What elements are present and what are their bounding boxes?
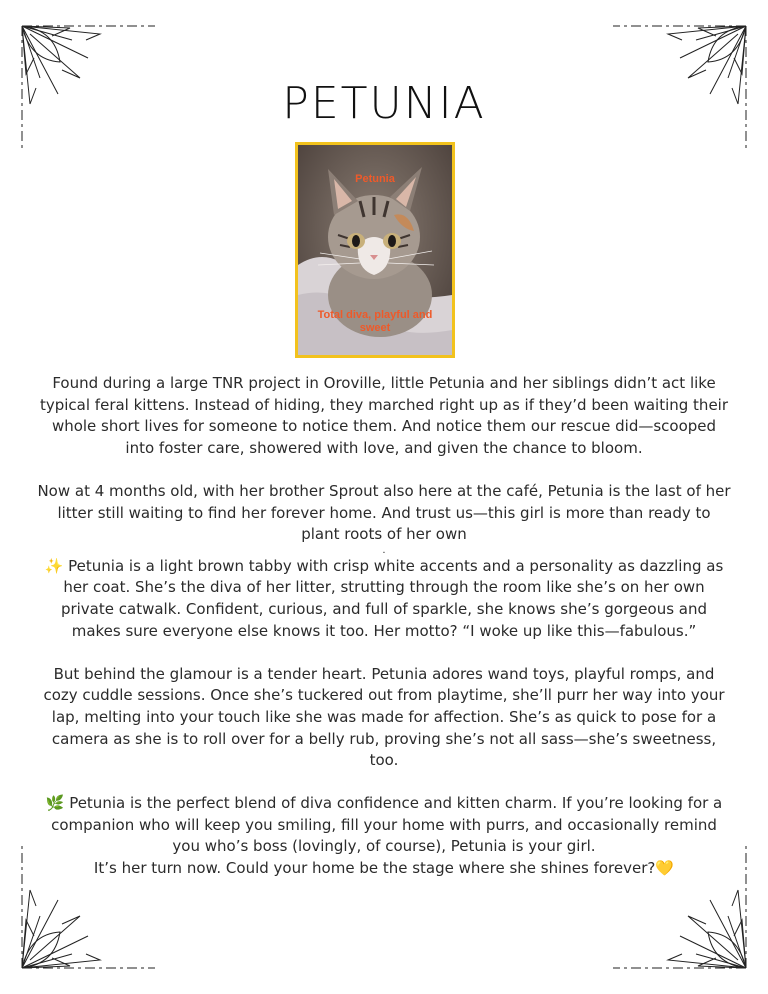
paragraph-closing: It’s her turn now. Could your home be the stage where she shines forever?💛 — [93, 859, 675, 878]
sparkles-icon: ✨ — [44, 556, 64, 575]
herb-icon: 🌿 — [45, 794, 65, 813]
page-title: PETUNIA — [282, 78, 486, 129]
cat-photo — [295, 142, 455, 358]
photo-name-overlay: Petunia — [355, 173, 395, 185]
paragraph-personality: ✨ Petunia is a light brown tabby with crisp white accents and a personality as dazzling as her coat. She’s the diva of her litter, strutting through the room like she’s on her own private catwalk. Confident, curious, and full of sparkle, she knows she’s gorgeous and makes sure everyone else knows it too. Her motto? “I woke up like this—fabulous.” — [44, 556, 724, 640]
paragraph-age: Now at 4 months old, with her brother Sprout also here at the café, Petunia is the last of her litter still waiting to find her forever home. And trust us—this girl is more than ready to plant roots of her own — [37, 481, 731, 544]
separator-dot: . — [382, 544, 386, 556]
paragraph-tender-heart: But behind the glamour is a tender heart. Petunia adores wand toys, playful romps, and cozy cuddle sessions. Once she’s tuckered out from playtime, she’ll purr her way into your lap, melting into your touch like she was made for affection. She’s as quick to pose for a camera as she is to roll over for a belly rub, proving she’s not all sass—she’s sweetness, too. — [43, 664, 725, 770]
description-body — [36, 373, 732, 880]
yellow-heart-icon: 💛 — [655, 859, 675, 878]
paragraph-origin: Found during a large TNR project in Oroville, little Petunia and her siblings didn’t act like typical feral kittens. Instead of hiding, they marched right up as if they’d been waiting their whole short lives for someone to notice them. And notice them our rescue did—scooped into foster care, showered with love, and given the chance to bloom. — [39, 374, 729, 457]
photo-caption-overlay: Total diva, playful and sweet — [317, 309, 433, 334]
paragraph-summary: 🌿 Petunia is the perfect blend of diva confidence and kitten charm. If you’re looking for a companion who will keep you smiling, fill your home with purrs, and occasionally remind you who’s boss (lovingly, of course), Petunia is your girl. — [45, 794, 723, 856]
